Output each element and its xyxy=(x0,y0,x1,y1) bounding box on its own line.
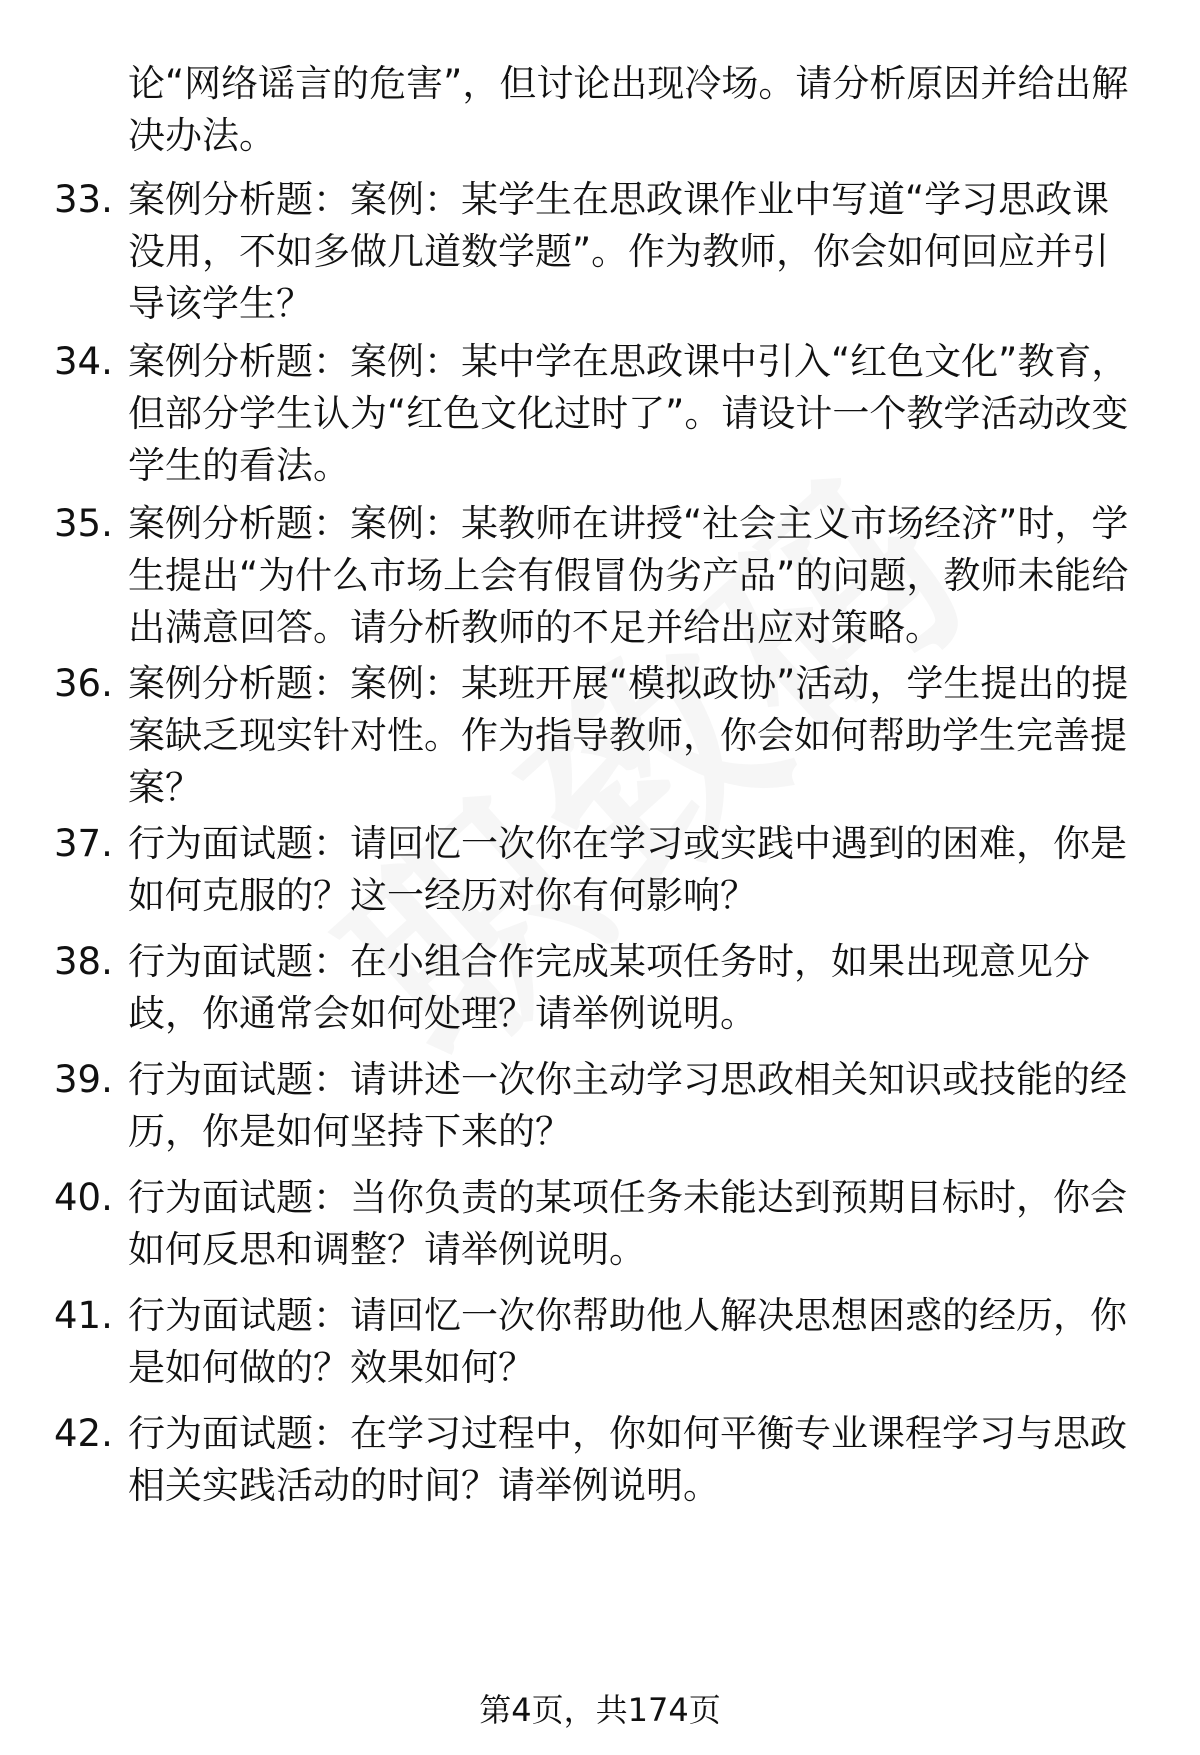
question-text: 案例分析题：案例：某班开展“模拟政协”活动，学生提出的提案缺乏现实针对性。作为指导教师，你会如何帮助学生完善提案？ xyxy=(128,662,1129,809)
question-text: 案例分析题：案例：某中学在思政课中引入“红色文化”教育，但部分学生认为“红色文化过时了”。请设计一个教学活动改变学生的看法。 xyxy=(128,340,1129,487)
question-number: 41. xyxy=(54,1294,113,1337)
question-text: 行为面试题：请讲述一次你主动学习思政相关知识或技能的经历，你是如何坚持下来的？ xyxy=(128,1058,1127,1153)
question-number: 34. xyxy=(54,340,113,383)
question-number: 42. xyxy=(54,1412,113,1455)
question-text: 行为面试题：当你负责的某项任务未能达到预期目标时，你会如何反思和调整？请举例说明。 xyxy=(128,1176,1127,1271)
question-text: 行为面试题：在学习过程中，你如何平衡专业课程学习与思政相关实践活动的时间？请举例说明。 xyxy=(128,1412,1127,1507)
question-number: 33. xyxy=(54,178,113,221)
question-text: 案例分析题：案例：某学生在思政课作业中写道“学习思政课没用，不如多做几道数学题”。作为教师，你会如何回应并引导该学生？ xyxy=(128,178,1110,325)
page-footer: 第4页，共174页 xyxy=(479,1691,721,1729)
question-number: 37. xyxy=(54,822,113,865)
question-number: 39. xyxy=(54,1058,113,1101)
question-number: 36. xyxy=(54,662,113,705)
question-text: 行为面试题：在小组合作完成某项任务时，如果出现意见分歧，你通常会如何处理？请举例说明。 xyxy=(128,940,1090,1035)
question-text: 案例分析题：案例：某教师在讲授“社会主义市场经济”时，学生提出“为什么市场上会有假冒伪劣产品”的问题，教师未能给出满意回答。请分析教师的不足并给出应对策略。 xyxy=(128,502,1129,649)
question-text: 行为面试题：请回忆一次你在学习或实践中遇到的困难，你是如何克服的？这一经历对你有何影响？ xyxy=(128,822,1127,917)
question-number: 35. xyxy=(54,502,113,545)
question-text: 行为面试题：请回忆一次你帮助他人解决思想困惑的经历，你是如何做的？效果如何？ xyxy=(128,1294,1127,1389)
question-number: 38. xyxy=(54,940,113,983)
continued-question-text: 论“网络谣言的危害”，但讨论出现冷场。请分析原因并给出解决办法。 xyxy=(128,62,1129,157)
question-number: 40. xyxy=(54,1176,113,1219)
